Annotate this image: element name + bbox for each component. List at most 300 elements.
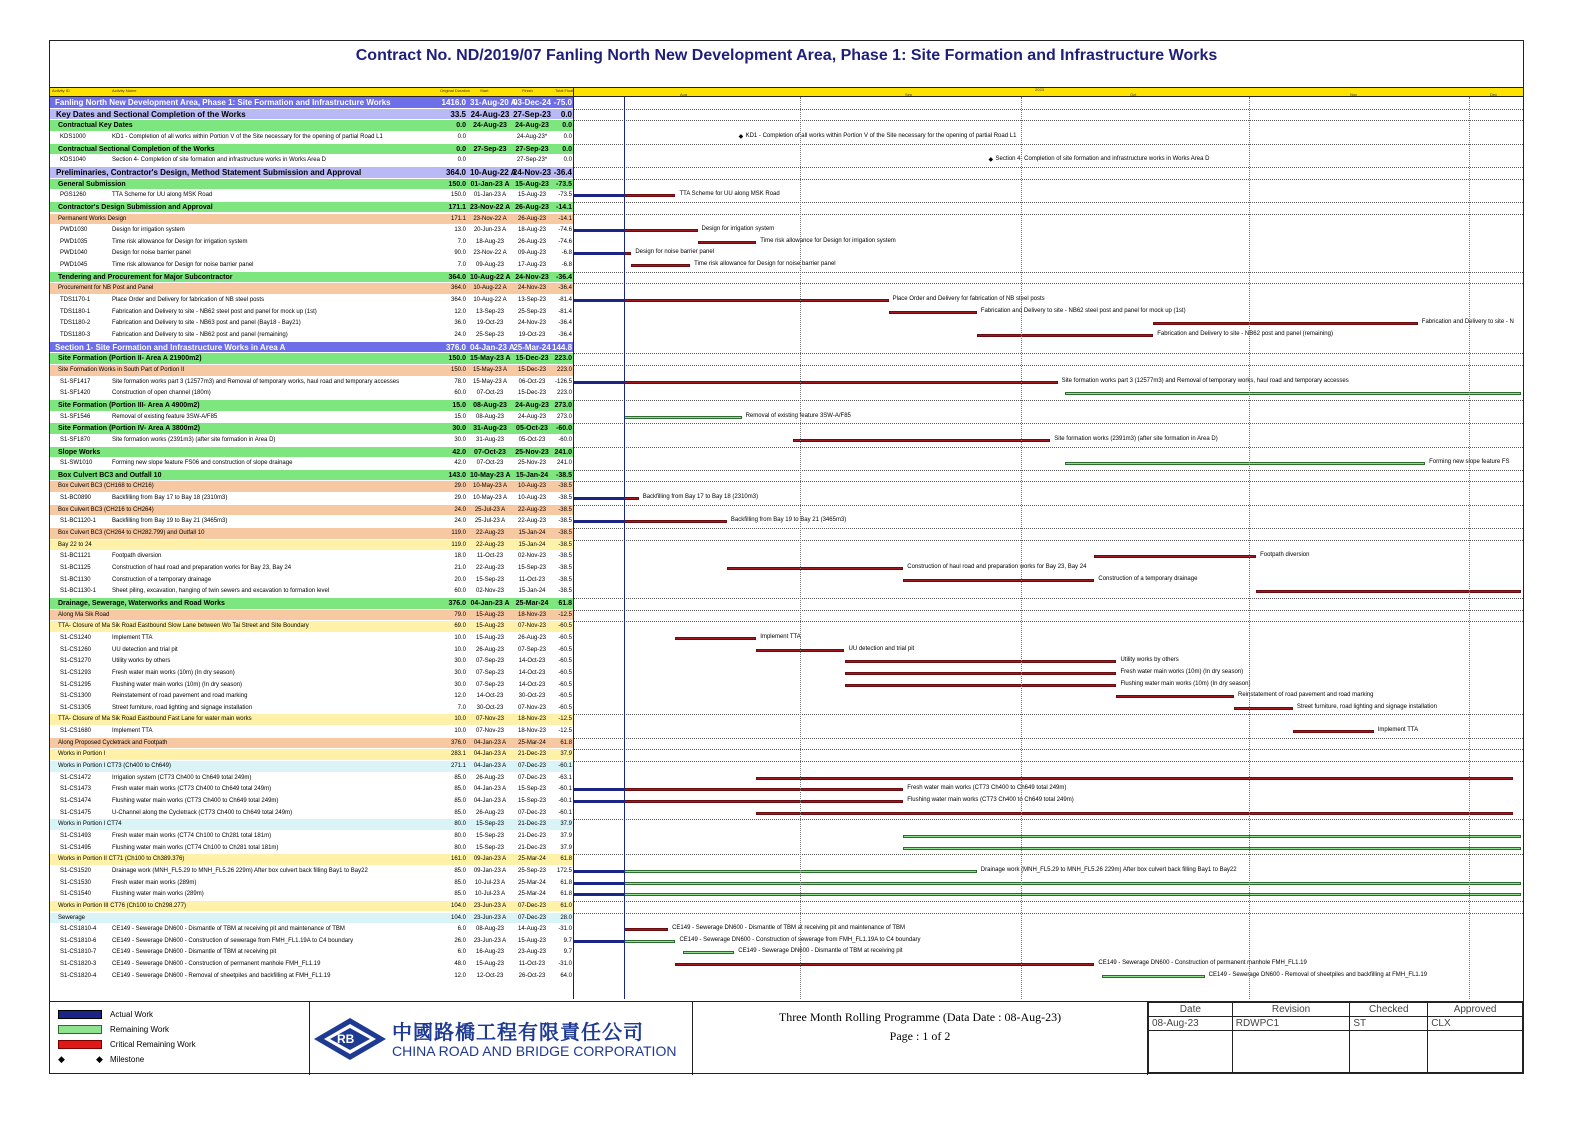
finish-date: 15-Jan-24 xyxy=(518,541,546,548)
duration: 150.0 xyxy=(448,180,466,188)
row-cells xyxy=(50,761,573,773)
total-float: -60.1 xyxy=(558,809,572,816)
activity-name: Box Culvert BC3 and Outfall 10 xyxy=(58,471,162,479)
duration: 24.0 xyxy=(454,518,466,525)
duration: 85.0 xyxy=(454,867,466,874)
activity-name: Design for noise barrier panel xyxy=(112,250,191,257)
duration: 364.0 xyxy=(445,167,466,177)
signoff-date: 08-Aug-23 xyxy=(1149,1017,1233,1031)
wbs-row xyxy=(50,481,1523,493)
duration: 12.0 xyxy=(454,308,466,315)
critical-bar xyxy=(793,439,1050,442)
duration: 376.0 xyxy=(450,739,466,746)
activity-row xyxy=(50,435,1523,447)
bar-label: Site formation works part 3 (12577m3) and Removal of temporary works, haul road and temporary accesses xyxy=(1061,377,1349,384)
month-nov: Nov xyxy=(1350,92,1358,97)
bar-label: Reinstatement of road pavement and road marking xyxy=(1238,692,1374,699)
start-date xyxy=(470,155,510,166)
duration: 376.0 xyxy=(448,599,466,607)
activity-name: U-Channel along the Cycletrack (CT73 Ch400 to Ch649 total 249m) xyxy=(112,809,293,816)
total-float: -60.5 xyxy=(558,693,572,700)
wbs-row xyxy=(50,610,1523,622)
finish-date: 24-Nov-23 xyxy=(512,167,552,177)
activity-name: Works in Portion I CT74 xyxy=(58,821,122,828)
bar-label: UU detection and trial pit xyxy=(848,645,915,652)
row-cells xyxy=(50,575,573,587)
signoff-cell-empty xyxy=(1428,1031,1523,1073)
wbs-row xyxy=(50,621,1523,633)
row-cells xyxy=(50,423,573,435)
total-float: -36.4 xyxy=(558,320,572,327)
title-block xyxy=(50,1001,1523,1074)
month-gridline xyxy=(1469,97,1470,999)
actual-bar xyxy=(573,497,624,500)
total-float: -36.4 xyxy=(553,167,572,177)
group-separator xyxy=(573,749,1523,750)
start-date: 23-Jun-23 A xyxy=(473,914,507,921)
finish-date: 14-Oct-23 xyxy=(518,669,546,676)
total-float: 0.0 xyxy=(563,157,572,164)
signoff-header-approved: Approved xyxy=(1428,1003,1523,1017)
start-date: 07-Nov-23 xyxy=(475,716,504,723)
wbs-row xyxy=(50,749,1523,761)
total-float: 273.0 xyxy=(556,413,572,420)
legend-remaining-swatch xyxy=(58,1025,102,1034)
start-date: 14-Oct-23 xyxy=(476,693,504,700)
bar-label: Fresh water main works (10m) (In dry season) xyxy=(1120,668,1244,675)
bar-label: Section 4- Completion of site formation and infrastructure works in Works Area D xyxy=(995,156,1210,163)
duration: 69.0 xyxy=(454,623,466,630)
actual-bar xyxy=(573,194,624,197)
finish-date: 21-Dec-23 xyxy=(517,751,546,758)
finish-date: 15-Dec-23 xyxy=(517,366,546,373)
critical-bar xyxy=(1116,695,1234,698)
duration: 104.0 xyxy=(450,914,466,921)
total-float: 0.0 xyxy=(560,109,572,119)
duration: 7.0 xyxy=(457,262,466,269)
start-date: 04-Jan-23 A xyxy=(473,751,507,758)
finish-date: 07-Sep-23 xyxy=(517,646,547,653)
row-cells xyxy=(50,796,573,808)
group-separator xyxy=(573,528,1523,529)
total-float: 61.8 xyxy=(560,879,572,886)
finish-date: 25-Nov-23 xyxy=(515,448,549,456)
bar-label: Construction of haul road and preparation works for Bay 23, Bay 24 xyxy=(907,564,1087,570)
finish-date: 15-Jan-24 xyxy=(518,588,546,595)
activity-id: S1-CS1820-4 xyxy=(60,972,97,979)
total-float: 241.0 xyxy=(556,460,572,467)
milestone-diamond-icon: ◆ xyxy=(96,1054,103,1064)
group-separator xyxy=(573,621,1523,622)
activity-id: S1-CS1300 xyxy=(60,693,92,700)
finish-date: 15-Aug-23 xyxy=(515,180,549,188)
page-number: Page : 1 of 2 xyxy=(889,1029,951,1043)
activity-name: Slope Works xyxy=(58,448,101,456)
finish-date: 24-Aug-23 xyxy=(515,401,549,409)
start-date: 26-Aug-23 xyxy=(475,646,505,653)
duration: 150.0 xyxy=(450,192,466,199)
remaining-bar xyxy=(624,416,742,419)
activity-row xyxy=(50,248,1523,260)
activity-id: TDS1170-1 xyxy=(60,297,91,304)
activity-id: S1-SF1417 xyxy=(60,378,91,385)
finish-date: 24-Aug-23* xyxy=(516,133,548,140)
start-date: 11-Oct-23 xyxy=(476,553,504,560)
row-cells xyxy=(50,831,573,843)
finish-date: 10-Aug-23 xyxy=(517,495,547,502)
critical-bar xyxy=(903,579,1094,582)
row-cells xyxy=(50,109,573,121)
signoff-header-revision: Revision xyxy=(1232,1003,1350,1017)
activity-name: Fresh water main works (CT74 Ch100 to Ch281 total 181m) xyxy=(112,832,272,839)
group-separator xyxy=(573,854,1523,855)
total-float: -60.1 xyxy=(558,786,572,793)
total-float: -60.5 xyxy=(558,646,572,653)
activity-id: KDS1000 xyxy=(60,133,86,140)
wbs-row xyxy=(50,202,1523,214)
group-separator xyxy=(573,109,1523,110)
finish-date: 25-Mar-24 xyxy=(513,342,551,352)
duration: 79.0 xyxy=(454,611,466,618)
bar-label: Place Order and Delivery for fabrication of NB steel posts xyxy=(892,296,1045,303)
critical-bar xyxy=(727,567,903,570)
activity-id: PGS1260 xyxy=(60,192,87,199)
finish-date: 17-Aug-23 xyxy=(517,262,547,269)
wbs-row xyxy=(50,109,1523,121)
finish-date: 05-Oct-23 xyxy=(518,436,546,443)
start-date: 22-Aug-23 xyxy=(475,565,505,571)
activity-row xyxy=(50,575,1523,587)
activity-id: S1-CS1493 xyxy=(60,832,92,839)
activity-id: S1-CS1810-6 xyxy=(60,937,97,944)
company-block xyxy=(310,1002,693,1075)
duration: 85.0 xyxy=(454,891,466,898)
critical-bar xyxy=(624,800,903,803)
total-float: 223.0 xyxy=(556,366,572,373)
row-cells xyxy=(50,528,573,540)
critical-bar xyxy=(1293,730,1374,733)
duration: 30.0 xyxy=(454,658,466,665)
start-date: 07-Oct-23 xyxy=(474,448,506,456)
total-float: -36.4 xyxy=(556,273,572,281)
legend-milestone-label: Milestone xyxy=(110,1055,145,1064)
total-float: -38.5 xyxy=(558,495,572,502)
activity-id: S1-CS1473 xyxy=(60,786,92,793)
month-oct: Oct xyxy=(1130,92,1137,97)
finish-date: 25-Nov-23 xyxy=(517,460,546,467)
signoff-header-checked: Checked xyxy=(1350,1003,1428,1017)
total-float: 273.0 xyxy=(554,401,572,409)
activity-name: Bay 22 to 24 xyxy=(58,541,92,548)
total-float: 172.5 xyxy=(556,867,572,874)
finish-date: 22-Aug-23 xyxy=(517,518,547,525)
bar-label: Implement TTA xyxy=(1377,727,1419,734)
activity-row xyxy=(50,668,1523,680)
sheet-title: Contract No. ND/2019/07 Fanling North New Development Area, Phase 1: Site Formation and Infrastructure Works xyxy=(355,47,1218,64)
activity-name: CE149 - Sewerage DN600 - Dismantle of TBM at receiving pit xyxy=(112,949,277,956)
start-date: 07-Sep-23 xyxy=(475,681,505,688)
row-cells xyxy=(50,749,573,761)
activity-name: Section 4- Completion of site formation and infrastructure works in Works Area D xyxy=(112,157,326,164)
duration: 10.0 xyxy=(454,634,466,641)
actual-bar xyxy=(573,229,624,232)
total-float: -14.1 xyxy=(558,215,572,222)
total-float: -38.5 xyxy=(558,518,572,525)
duration: 10.0 xyxy=(454,646,466,653)
row-cells xyxy=(50,330,573,342)
group-separator xyxy=(573,423,1523,424)
total-float: 37.9 xyxy=(560,821,572,828)
activity-name: CE149 - Sewerage DN600 - Construction of permanent manhole FMH_FL1.19 xyxy=(112,961,321,968)
total-float: -60.5 xyxy=(558,658,572,665)
activity-name: Construction of open channel (180m) xyxy=(112,390,211,397)
duration: 48.0 xyxy=(454,961,466,968)
finish-date: 15-Sep-23 xyxy=(517,798,547,804)
activity-name: CE149 - Sewerage DN600 - Removal of sheetpiles and backfilling at FMH_FL1.19 xyxy=(112,972,331,979)
total-float: 37.9 xyxy=(560,832,572,839)
finish-date: 21-Dec-23 xyxy=(517,832,546,839)
wbs-row xyxy=(50,819,1523,831)
duration: 30.0 xyxy=(454,436,466,443)
start-date: 04-Jan-23 A xyxy=(473,763,507,770)
activity-name: General Submission xyxy=(58,180,126,188)
group-separator xyxy=(573,761,1523,762)
duration: 90.0 xyxy=(454,250,466,257)
row-cells xyxy=(50,924,573,936)
duration: 33.5 xyxy=(450,109,466,119)
duration: 12.0 xyxy=(454,693,466,700)
row-cells xyxy=(50,854,573,866)
group-separator xyxy=(573,167,1523,168)
legend-remaining-label: Remaining Work xyxy=(110,1025,169,1034)
start-date: 09-Aug-23 xyxy=(475,262,505,269)
activity-name: Flushing water main works (CT74 Ch100 to Ch281 total 181m) xyxy=(112,844,279,851)
group-separator xyxy=(573,540,1523,541)
duration: 161.0 xyxy=(450,856,466,863)
activity-name: Works in Portion III CT76 (Ch100 to Ch298.277) xyxy=(58,902,186,909)
finish-date: 07-Dec-23 xyxy=(517,763,546,770)
activity-row xyxy=(50,656,1523,668)
activity-name: Reinstatement of road pavement and road marking xyxy=(112,693,248,700)
row-cells xyxy=(50,144,573,156)
total-float: -38.5 xyxy=(558,553,572,560)
finish-date: 15-Sep-23 xyxy=(517,565,547,571)
wbs-row xyxy=(50,144,1523,156)
start-date: 10-Aug-22 A xyxy=(470,167,517,177)
finish-date: 26-Aug-23 xyxy=(517,215,547,222)
bar-label: Time risk allowance for Design for irrigation system xyxy=(760,237,896,244)
activity-name: Procurement for NB Post and Panel xyxy=(58,285,154,292)
activity-name: Site Formation (Portion II- Area A 21900m2) xyxy=(58,355,202,363)
duration: 7.0 xyxy=(457,238,466,245)
group-separator xyxy=(573,738,1523,739)
duration: 60.0 xyxy=(454,390,466,397)
remaining-bar xyxy=(1102,975,1205,978)
activity-name: TTA- Closure of Ma Sik Road Eastbound Fast Lane for water main works xyxy=(58,716,252,723)
actual-bar xyxy=(573,299,624,302)
start-date: 15-May-23 A xyxy=(472,378,508,385)
legend-critical-label: Critical Remaining Work xyxy=(110,1040,196,1049)
activity-name: Forming new slope feature FS06 and construction of slope drainage xyxy=(112,460,293,467)
legend-actual-label: Actual Work xyxy=(110,1010,153,1019)
logo-text: RB xyxy=(337,1032,355,1046)
start-date: 15-Aug-23 xyxy=(475,634,505,641)
bar-label: CE149 - Sewerage DN600 - Removal of sheetpiles and backfilling at FMH_FL1.19 xyxy=(1208,971,1428,978)
row-cells xyxy=(50,470,573,482)
bar-label: Backfilling from Bay 19 to Bay 21 (3465m3) xyxy=(730,517,847,524)
row-cells xyxy=(50,493,573,505)
duration: 0.0 xyxy=(457,157,466,164)
start-date: 25-Jul-23 A xyxy=(474,506,506,513)
total-float: -38.5 xyxy=(558,576,572,583)
bar-label: CE149 - Sewerage DN600 - Dismantle of TBM at receiving pit and maintenance of TBM xyxy=(672,925,905,932)
duration: 29.0 xyxy=(454,495,466,502)
activity-name: Fabrication and Delivery to site - NB62 post and panel (remaining) xyxy=(112,332,288,338)
activity-name: Tendering and Procurement for Major Subcontractor xyxy=(58,273,233,281)
actual-bar xyxy=(573,520,624,523)
row-cells xyxy=(50,283,573,295)
row-cells xyxy=(50,237,573,249)
total-float: -74.6 xyxy=(558,227,572,234)
total-float: -60.0 xyxy=(558,436,572,443)
activity-name: UU detection and trial pit xyxy=(112,646,178,653)
row-cells xyxy=(50,808,573,820)
total-float: -60.5 xyxy=(558,669,572,676)
start-date: 07-Sep-23 xyxy=(475,669,505,676)
finish-date: 07-Dec-23 xyxy=(517,914,546,921)
row-cells xyxy=(50,167,573,179)
activity-name: Preliminaries, Contractor's Design, Method Statement Submission and Approval xyxy=(56,167,362,177)
row-cells xyxy=(50,155,573,167)
critical-bar xyxy=(1153,322,1418,325)
total-float: 61.8 xyxy=(558,599,572,607)
activity-name: Works in Portion II CT71 (Ch100 to Ch389.376) xyxy=(58,856,185,863)
activity-name: Box Culvert BC3 (CH216 to CH264) xyxy=(58,506,154,513)
total-float: -126.5 xyxy=(554,378,572,385)
row-cells xyxy=(50,633,573,645)
bar-label: TTA Scheme for UU along MSK Road xyxy=(679,191,780,198)
finish-date: 14-Oct-23 xyxy=(518,681,546,688)
activity-name: Implement TTA xyxy=(112,634,153,641)
start-date: 09-Jan-23 A xyxy=(473,867,507,874)
critical-bar xyxy=(1094,555,1256,558)
duration: 376.0 xyxy=(445,342,466,352)
duration: 42.0 xyxy=(452,448,466,456)
start-date: 31-Aug-23 xyxy=(473,425,507,433)
finish-date: 07-Dec-23 xyxy=(517,774,546,781)
row-cells xyxy=(50,400,573,412)
duration: 10.0 xyxy=(454,716,466,723)
critical-bar xyxy=(756,777,1513,780)
start-date: 22-Aug-23 xyxy=(475,530,505,537)
start-date: 10-Aug-22 A xyxy=(473,285,507,292)
finish-date: 21-Dec-23 xyxy=(517,844,546,851)
finish-date: 18-Nov-23 xyxy=(517,716,546,723)
duration: 13.0 xyxy=(454,227,466,234)
group-separator xyxy=(573,365,1523,366)
row-cells xyxy=(50,889,573,901)
critical-bar xyxy=(845,684,1117,687)
activity-id: S1-CS1472 xyxy=(60,774,92,781)
row-cells xyxy=(50,563,573,575)
start-date: 26-Aug-23 xyxy=(475,774,505,781)
duration: 30.0 xyxy=(454,681,466,688)
milestone-diamond-icon: ◆ xyxy=(58,1054,65,1064)
start-date: 10-Jul-23 A xyxy=(474,891,506,898)
duration: 26.0 xyxy=(454,937,466,944)
company-name-chinese: 中國路橋工程有限責任公司 xyxy=(392,1020,644,1044)
total-float: -60.5 xyxy=(558,634,572,641)
start-date: 07-Oct-23 xyxy=(476,460,504,467)
activity-name: Works in Portion I CT73 (Ch400 to Ch649) xyxy=(58,763,171,770)
wbs-row xyxy=(50,120,1523,132)
duration: 119.0 xyxy=(451,541,466,548)
total-float: 0.0 xyxy=(562,145,572,153)
duration: 150.0 xyxy=(448,355,466,363)
group-separator xyxy=(573,598,1523,599)
activity-row xyxy=(50,307,1523,319)
activity-row xyxy=(50,155,1523,167)
finish-date: 13-Sep-23 xyxy=(517,297,547,304)
wbs-row xyxy=(50,353,1523,365)
row-cells xyxy=(50,377,573,389)
row-cells xyxy=(50,97,573,109)
wbs-row xyxy=(50,97,1523,109)
critical-bar xyxy=(624,252,631,255)
start-date: 16-Aug-23 xyxy=(475,949,505,956)
finish-date: 03-Dec-24 xyxy=(513,98,551,107)
total-float: -12.5 xyxy=(558,611,572,618)
duration: 80.0 xyxy=(454,844,466,851)
month-dec: Dec xyxy=(1490,92,1498,97)
finish-date: 26-Aug-23 xyxy=(517,634,547,641)
duration: 80.0 xyxy=(454,821,466,828)
activity-row xyxy=(50,493,1523,505)
activity-id: S1-CS1810-4 xyxy=(60,926,97,933)
total-float: -38.5 xyxy=(558,541,572,548)
activity-name: Fanling North New Development Area, Phase 1: Site Formation and Infrastructure Works xyxy=(55,98,391,107)
total-float: -75.0 xyxy=(553,98,572,107)
programme-block xyxy=(693,1002,1148,1075)
finish-date: 27-Sep-23* xyxy=(516,157,548,164)
total-float: 9.7 xyxy=(563,937,572,944)
activity-name: Implement TTA xyxy=(112,728,153,735)
row-cells xyxy=(50,680,573,692)
row-cells xyxy=(50,435,573,447)
row-cells xyxy=(50,272,573,284)
finish-date: 25-Mar-24 xyxy=(518,879,546,886)
signoff-revision: RDWPC1 xyxy=(1232,1017,1350,1031)
total-float: -60.1 xyxy=(558,763,572,770)
activity-id: S1-CS1680 xyxy=(60,728,92,735)
total-float: -73.5 xyxy=(556,180,572,188)
group-separator xyxy=(573,272,1523,273)
start-date: 04-Jan-23 A xyxy=(473,739,507,746)
start-date: 09-Jan-23 A xyxy=(473,856,507,863)
finish-date: 27-Sep-23 xyxy=(513,109,551,119)
total-float: 0.0 xyxy=(562,122,572,130)
bar-label: Drainage work (MNH_FL5.29 to MNH_FL5.26 229m) After box culvert back filling Bay1 to Bay22 xyxy=(980,866,1237,873)
signoff-approved: CLX xyxy=(1428,1017,1523,1031)
start-date: 04-Jan-23 A xyxy=(473,786,507,793)
total-float: -60.0 xyxy=(556,425,572,433)
total-float: 61.8 xyxy=(560,856,572,863)
start-date: 22-Aug-23 xyxy=(475,541,505,548)
finish-date: 11-Oct-23 xyxy=(518,576,546,583)
milestone-diamond-icon: ◆ xyxy=(738,133,744,140)
activity-row xyxy=(50,680,1523,692)
bar-label: KD1 - Completion of all works within Portion V of the Site necessary for the opening of partial Road L1 xyxy=(745,132,1017,139)
